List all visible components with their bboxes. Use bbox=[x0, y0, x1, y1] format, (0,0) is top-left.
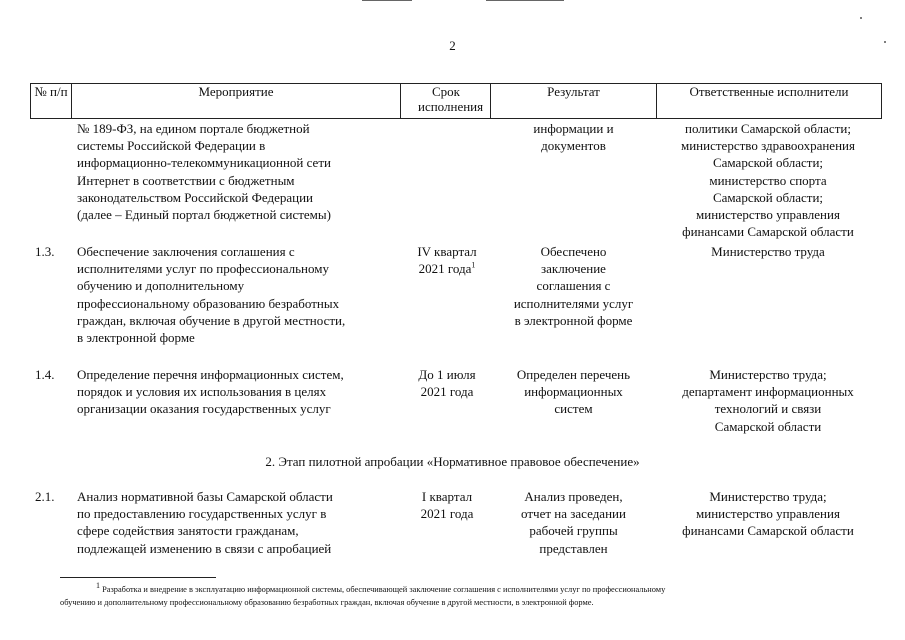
header-measure: Мероприятие bbox=[198, 84, 274, 99]
header-result: Результат bbox=[547, 84, 600, 99]
deadline-cell: I квартал 2021 года bbox=[420, 489, 474, 522]
top-edge-mark bbox=[486, 0, 564, 1]
responsible-cell: Министерство труда; министерство управления финансами Самарской области bbox=[682, 489, 854, 539]
responsible-cell: политики Самарской области; министерство здравоохранения Самарской области; министерство спорта Самарской области; министерство управления финансами Самарской области bbox=[681, 121, 855, 240]
top-edge-mark bbox=[362, 0, 412, 1]
result-cell: Анализ проведен, отчет на заседании рабочей группы представлен bbox=[521, 489, 626, 556]
result-cell: Обеспечено заключение соглашения с исполнителями услуг в электронной форме bbox=[513, 244, 634, 328]
footnote-mark: 1 bbox=[96, 581, 100, 591]
row-number: 1.3. bbox=[35, 244, 55, 259]
deadline-cell: IV квартал 2021 года$^1$ bbox=[417, 244, 477, 277]
row-number: 2.1. bbox=[35, 489, 55, 504]
result-cell: информации и документов bbox=[533, 121, 614, 154]
measure-cell: Обеспечение заключения соглашения с исполнителями услуг по профессиональному обучению и дополнительному профессиональному образованию безработных граждан, включая обучение в другой местности, в электронной форме bbox=[77, 244, 346, 346]
scan-speck bbox=[860, 17, 862, 19]
measure-cell: Анализ нормативной базы Самарской области по предоставлению государственных услуг в сфере содействия занятости гражданам, подлежащей изменению в связи с апробацией bbox=[77, 489, 333, 556]
page-number: 2 bbox=[449, 38, 456, 53]
section-title: 2. Этап пилотной апробации «Нормативное правовое обеспечение» bbox=[265, 454, 640, 469]
result-cell: Определен перечень информационных систем bbox=[516, 367, 631, 417]
header-responsible: Ответственные исполнители bbox=[689, 84, 849, 99]
header-num: № п/п bbox=[34, 84, 68, 99]
header-deadline: Срок исполнения bbox=[418, 84, 484, 114]
row-number: 1.4. bbox=[35, 367, 55, 382]
deadline-cell: До 1 июля 2021 года bbox=[418, 367, 476, 400]
footnote: $^1$ Разработка и внедрение в эксплуатацию информационной системы, обеспечивающей заключение соглашения с исполнителями услуг по профессиональному обучению и дополнительному профессиональному образованию безработных граждан, включая обучение в другой местности, в электронной форме. bbox=[60, 581, 666, 607]
measure-cell: Определение перечня информационных систем, порядок и условия их использования в целях организации оказания государственных услуг bbox=[77, 367, 344, 417]
measure-cell: № 189-ФЗ, на едином портале бюджетной системы Российской Федерации в информационно-телекоммуникационной сети Интернет в соответствии с бюджетным законодательством Российской Федерации (далее – Единый портал бюджетной системы) bbox=[77, 121, 331, 223]
responsible-cell: Министерство труда; департамент информационных технологий и связи Самарской области bbox=[682, 367, 854, 434]
responsible-cell: Министерство труда bbox=[711, 244, 825, 259]
footnote-mark: 1 bbox=[471, 260, 476, 270]
footnote-separator bbox=[60, 577, 216, 578]
